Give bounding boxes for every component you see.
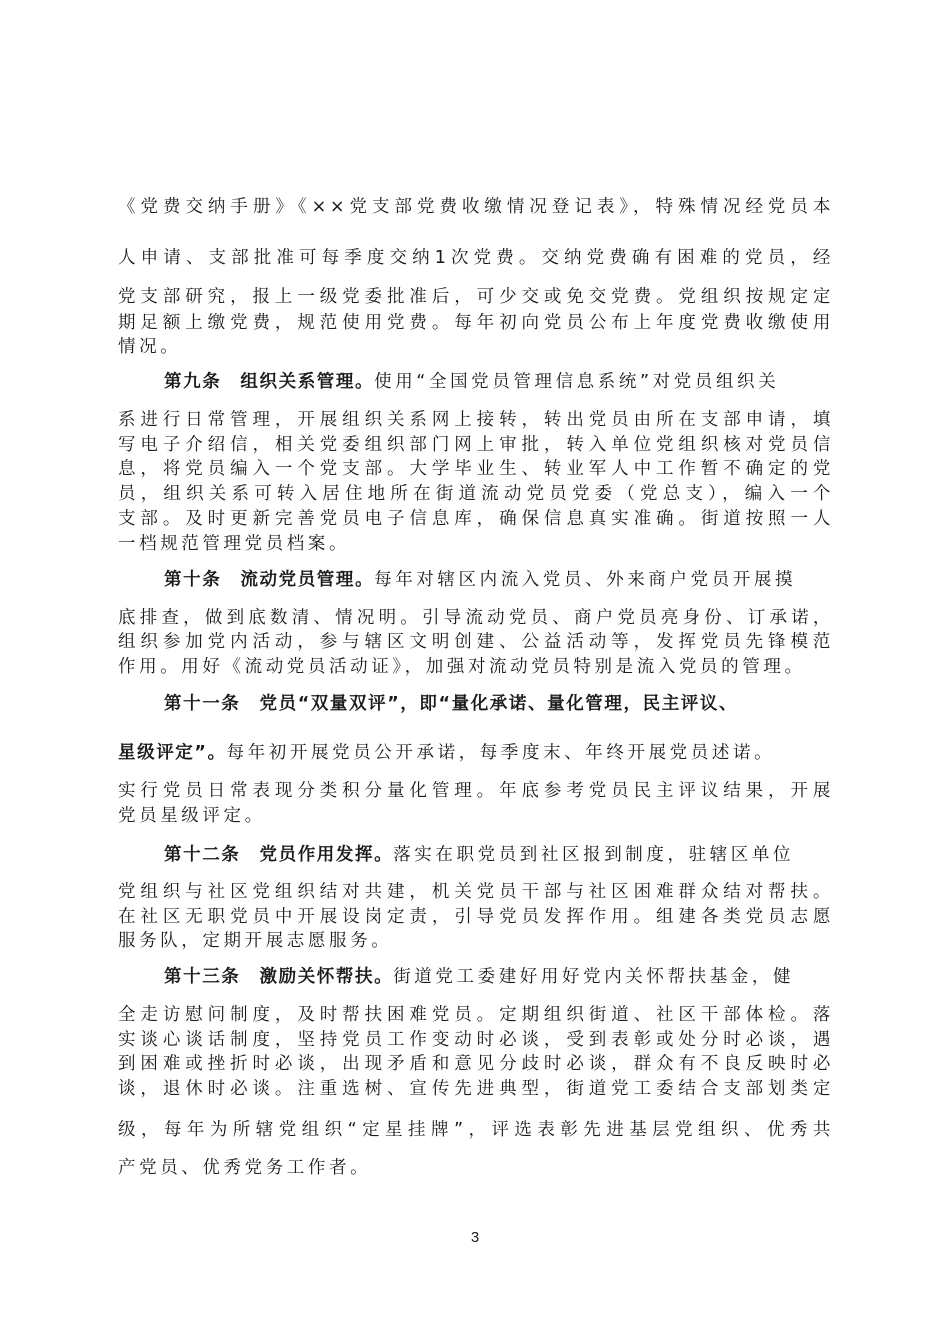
- paragraph-line: 息，将党员编入一个党支部。大学毕业生、转业军人中工作暂不确定的党: [118, 459, 834, 479]
- paragraph-line: 党员星级评定。: [118, 806, 266, 826]
- paragraph-line: 党支部研究，报上一级党委批准后，可少交或免交党费。党组织按规定定: [118, 287, 834, 307]
- paragraph-line: 期足额上缴党费，规范使用党费。每年初向党员公布上年度党费收缴使用: [118, 313, 834, 333]
- article-10-heading: 第十条 流动党员管理。: [164, 570, 375, 590]
- paragraph-line: 服务队，定期开展志愿服务。: [118, 931, 393, 951]
- article-13-text: 街道党工委建好用好党内关怀帮扶基金，健: [393, 967, 795, 987]
- paragraph-line: 写电子介绍信，相关党委组织部门网上审批，转入单位党组织核对党员信: [118, 435, 834, 455]
- paragraph-line: 系进行日常管理，开展组织关系网上接转，转出党员由所在支部申请，填: [118, 410, 834, 430]
- article-11-text: 每年初开展党员公开承诺，每季度末、年终开展党员述诺。: [226, 743, 776, 763]
- article-13-first-line: [164, 965, 834, 989]
- paragraph-line: 谈，退休时必谈。注重选树、宣传先进典型，街道党工委结合支部划类定: [118, 1079, 834, 1099]
- paragraph-line: 员，组织关系可转入居住地所在街道流动党员党委（党总支），编入一个: [118, 484, 834, 504]
- article-9-heading: 第九条 组织关系管理。: [164, 372, 375, 392]
- paragraph-line: 作用。用好《流动党员活动证》，加强对流动党员特别是流入党员的管理。: [118, 657, 806, 677]
- paragraph-line: 到困难或挫折时必谈，出现矛盾和意见分歧时必谈，群众有不良反映时必: [118, 1054, 834, 1074]
- paragraph-line: 人申请、支部批准可每季度交纳1次党费。交纳党费确有困难的党员，经: [118, 248, 834, 268]
- article-12-heading: 第十二条 党员作用发挥。: [164, 845, 394, 865]
- article-11-second-line: [118, 741, 834, 765]
- article-10-text: 每年对辖区内流入党员、外来商户党员开展摸: [374, 570, 797, 590]
- paragraph-line: 在社区无职党员中开展设岗定责，引导党员发挥作用。组建各类党员志愿: [118, 907, 834, 927]
- article-10-first-line: [164, 568, 834, 592]
- article-12-first-line: [164, 843, 834, 867]
- paragraph-line: 底排查，做到底数清、情况明。引导流动党员、商户党员亮身份、订承诺，: [118, 608, 834, 628]
- article-12-text: 落实在职党员到社区报到制度，驻辖区单位: [393, 845, 795, 865]
- page-number: 3: [470, 1229, 480, 1246]
- article-9-first-line: [164, 370, 834, 394]
- paragraph-line: 一档规范管理党员档案。: [118, 534, 351, 554]
- paragraph-line: 实行党员日常表现分类积分量化管理。年底参考党员民主评议结果，开展: [118, 781, 834, 801]
- paragraph-line: 《党费交纳手册》《××党支部党费收缴情况登记表》，特殊情况经党员本: [118, 197, 834, 217]
- article-11-heading: 第十一条 党员“双量双评”，即“量化承诺、量化管理，民主评议、: [164, 694, 739, 714]
- paragraph-line: 级，每年为所辖党组织“定星挂牌”，评选表彰先进基层党组织、优秀共: [118, 1120, 834, 1140]
- paragraph-line: 党组织与社区党组织结对共建，机关党员干部与社区困难群众结对帮扶。: [118, 882, 834, 902]
- paragraph-line: 产党员、优秀党务工作者。: [118, 1158, 372, 1178]
- paragraph-line: 情况。: [118, 337, 182, 357]
- article-13-heading: 第十三条 激励关怀帮扶。: [164, 967, 394, 987]
- article-11-heading-end: 星级评定”。: [118, 743, 227, 763]
- paragraph-line: 支部。及时更新完善党员电子信息库，确保信息真实准确。街道按照一人: [118, 509, 834, 529]
- article-9-text: 使用“全国党员管理信息系统”对党员组织关: [374, 372, 780, 392]
- paragraph-line: 组织参加党内活动，参与辖区文明创建、公益活动等，发挥党员先锋模范: [118, 632, 834, 652]
- paragraph-line: 全走访慰问制度，及时帮扶困难党员。定期组织街道、社区干部体检。落: [118, 1005, 834, 1025]
- paragraph-line: 实谈心谈话制度，坚持党员工作变动时必谈，受到表彰或处分时必谈，遇: [118, 1030, 834, 1050]
